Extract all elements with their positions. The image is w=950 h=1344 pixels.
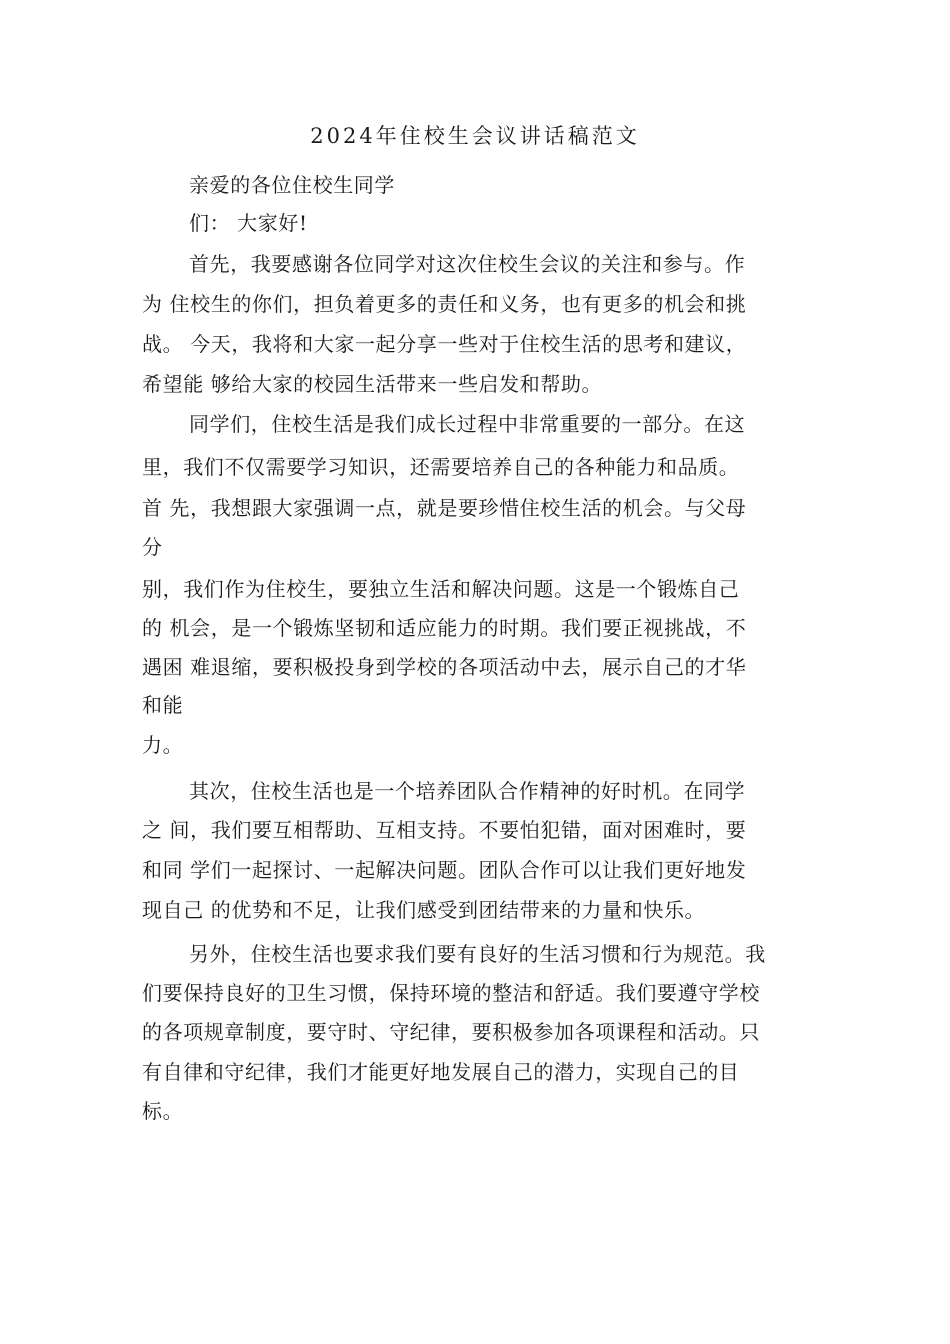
paragraph-2-line-4: 分 [142,535,163,559]
paragraph-2-line-2: 里，我们不仅需要学习知识，还需要培养自己的各种能力和品质。 [142,455,740,479]
paragraph-1-line-3: 战。 今天，我将和大家一起分享一些对于住校生活的思考和建议， [142,332,747,356]
paragraph-4-line-4: 有自律和守纪律，我们才能更好地发展自己的潜力，实现自己的目 [142,1060,740,1084]
document-title: 2024年住校生会议讲话稿范文 [310,124,640,148]
salutation-line-2: 们： 大家好! [189,211,308,235]
paragraph-2-line-6: 的 机会，是一个锻炼坚韧和适应能力的时期。我们要正视挑战，不 [142,616,747,640]
paragraph-2-line-5: 别，我们作为住校生，要独立生活和解决问题。这是一个锻炼自己 [142,577,740,601]
paragraph-4-line-1: 另外，住校生活也要求我们要有良好的生活习惯和行为规范。我 [189,942,766,966]
paragraph-1-line-4: 希望能 够给大家的校园生活带来一些启发和帮助。 [142,372,603,396]
paragraph-3-line-1: 其次，住校生活也是一个培养团队合作精神的好时机。在同学 [189,779,746,803]
paragraph-1-line-1: 首先，我要感谢各位同学对这次住校生会议的关注和参与。作 [189,252,746,276]
paragraph-3-line-3: 和同 学们一起探讨、一起解决问题。团队合作可以让我们更好地发 [142,858,747,882]
paragraph-2-line-9: 力。 [142,733,184,757]
paragraph-4-line-2: 们要保持良好的卫生习惯，保持环境的整洁和舒适。我们要遵守学校 [142,981,760,1005]
salutation-line-1: 亲爱的各位住校生同学 [189,173,395,197]
paragraph-4-line-3: 的各项规章制度，要守时、守纪律，要积极参加各项课程和活动。只 [142,1020,760,1044]
paragraph-4-line-5: 标。 [142,1099,184,1123]
paragraph-1-line-2: 为 住校生的你们，担负着更多的责任和义务，也有更多的机会和挑 [142,292,747,316]
paragraph-3-line-2: 之 间，我们要互相帮助、互相支持。不要怕犯错，面对困难时，要 [142,818,747,842]
paragraph-2-line-1: 同学们，住校生活是我们成长过程中非常重要的一部分。在这 [189,412,746,436]
paragraph-3-line-4: 现自己 的优势和不足，让我们感受到团结带来的力量和快乐。 [142,898,706,922]
paragraph-2-line-7: 遇困 难退缩，要积极投身到学校的各项活动中去，展示自己的才华 [142,655,747,679]
paragraph-2-line-8: 和能 [142,693,184,717]
paragraph-2-line-3: 首 先，我想跟大家强调一点，就是要珍惜住校生活的机会。与父母 [142,496,747,520]
